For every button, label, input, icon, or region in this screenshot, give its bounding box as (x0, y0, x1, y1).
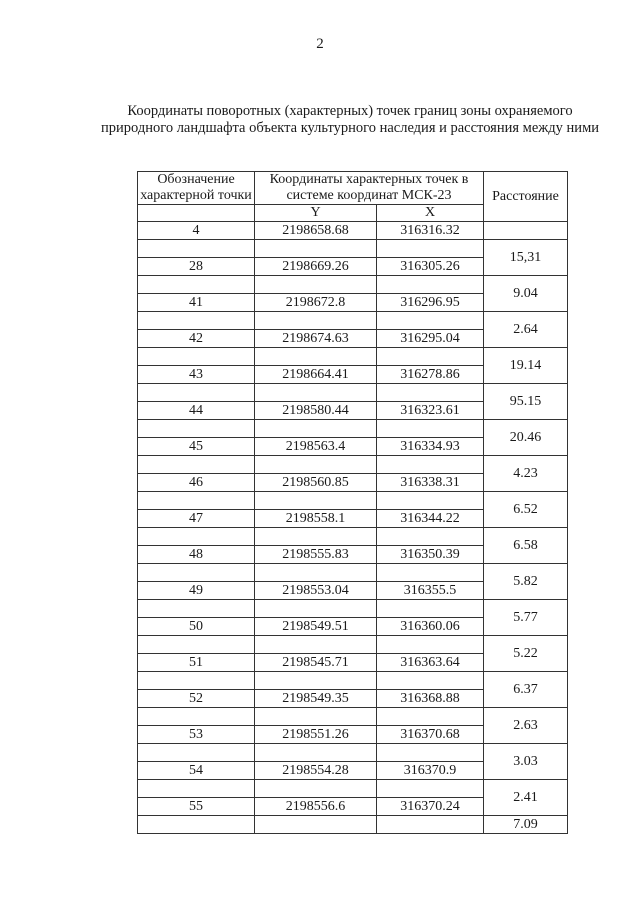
document-title: Координаты поворотных (характерных) точек границ зоны охраняемого природного ландшафта объекта культурного наследия и расстояния между ними (101, 103, 599, 136)
point-id-cell: 46 (138, 474, 255, 492)
y-coordinate-cell: 2198669.26 (255, 258, 377, 276)
point-id-cell: 50 (138, 618, 255, 636)
blank-cell (138, 492, 255, 510)
blank-cell (255, 816, 377, 834)
blank-cell (255, 456, 377, 474)
blank-cell (377, 276, 484, 294)
blank-cell (138, 672, 255, 690)
distance-cell: 20.46 (484, 420, 568, 456)
y-coordinate-cell: 2198664.41 (255, 366, 377, 384)
header-coordinates: Координаты характерных точек в системе координат МСК-23 (255, 172, 484, 205)
table-row (138, 744, 568, 762)
coordinates-table (137, 171, 568, 834)
x-coordinate-cell: 316278.86 (377, 366, 484, 384)
table-body (138, 222, 568, 834)
blank-cell (255, 420, 377, 438)
point-id-cell: 48 (138, 546, 255, 564)
x-coordinate-cell: 316323.61 (377, 402, 484, 420)
table-row (138, 456, 568, 474)
x-coordinate-cell: 316296.95 (377, 294, 484, 312)
x-coordinate-cell: 316350.39 (377, 546, 484, 564)
blank-cell (138, 384, 255, 402)
point-id-cell: 28 (138, 258, 255, 276)
y-coordinate-cell: 2198658.68 (255, 222, 377, 240)
x-coordinate-cell: 316295.04 (377, 330, 484, 348)
header-y: Y (255, 205, 377, 222)
distance-cell: 95.15 (484, 384, 568, 420)
table-row (138, 312, 568, 330)
blank-cell (377, 564, 484, 582)
distance-cell: 19.14 (484, 348, 568, 384)
y-coordinate-cell: 2198554.28 (255, 762, 377, 780)
blank-cell (377, 420, 484, 438)
point-id-cell: 47 (138, 510, 255, 528)
blank-cell (138, 708, 255, 726)
header-point: Обозначение характерной точки (138, 172, 255, 205)
blank-cell (255, 780, 377, 798)
blank-cell (377, 240, 484, 258)
table-row (138, 528, 568, 546)
point-id-cell: 49 (138, 582, 255, 600)
blank-cell (377, 636, 484, 654)
blank-cell (255, 600, 377, 618)
y-coordinate-cell: 2198558.1 (255, 510, 377, 528)
distance-cell-empty (484, 222, 568, 240)
blank-cell (255, 672, 377, 690)
blank-cell (138, 456, 255, 474)
table-row (138, 222, 568, 240)
distance-cell: 3.03 (484, 744, 568, 780)
blank-cell (138, 564, 255, 582)
point-id-cell: 41 (138, 294, 255, 312)
y-coordinate-cell: 2198545.71 (255, 654, 377, 672)
table-row (138, 348, 568, 366)
x-coordinate-cell: 316370.68 (377, 726, 484, 744)
point-id-cell: 42 (138, 330, 255, 348)
blank-cell (377, 312, 484, 330)
header-distance: Расстояние (484, 172, 568, 222)
x-coordinate-cell: 316338.31 (377, 474, 484, 492)
y-coordinate-cell: 2198560.85 (255, 474, 377, 492)
distance-cell: 2.41 (484, 780, 568, 816)
blank-cell (255, 708, 377, 726)
blank-cell (138, 780, 255, 798)
distance-cell: 5.22 (484, 636, 568, 672)
blank-cell (138, 744, 255, 762)
x-coordinate-cell: 316370.9 (377, 762, 484, 780)
y-coordinate-cell: 2198549.35 (255, 690, 377, 708)
blank-cell (138, 240, 255, 258)
distance-cell: 2.63 (484, 708, 568, 744)
blank-cell (377, 744, 484, 762)
distance-cell: 4.23 (484, 456, 568, 492)
x-coordinate-cell: 316370.24 (377, 798, 484, 816)
blank-cell (255, 384, 377, 402)
blank-cell (377, 672, 484, 690)
distance-cell: 5.77 (484, 600, 568, 636)
y-coordinate-cell: 2198563.4 (255, 438, 377, 456)
point-id-cell: 53 (138, 726, 255, 744)
table-row (138, 276, 568, 294)
header-point-bottom (138, 205, 255, 222)
x-coordinate-cell: 316368.88 (377, 690, 484, 708)
point-id-cell: 45 (138, 438, 255, 456)
table-row (138, 384, 568, 402)
x-coordinate-cell: 316360.06 (377, 618, 484, 636)
blank-cell (255, 276, 377, 294)
table-row (138, 780, 568, 798)
blank-cell (377, 600, 484, 618)
y-coordinate-cell: 2198556.6 (255, 798, 377, 816)
distance-cell: 9.04 (484, 276, 568, 312)
blank-cell (255, 240, 377, 258)
distance-cell: 2.64 (484, 312, 568, 348)
blank-cell (255, 636, 377, 654)
table-row (138, 240, 568, 258)
x-coordinate-cell: 316344.22 (377, 510, 484, 528)
table-row (138, 708, 568, 726)
blank-cell (255, 564, 377, 582)
blank-cell (255, 492, 377, 510)
distance-cell: 15,31 (484, 240, 568, 276)
y-coordinate-cell: 2198555.83 (255, 546, 377, 564)
blank-cell (138, 276, 255, 294)
blank-cell (138, 636, 255, 654)
blank-cell (377, 456, 484, 474)
y-coordinate-cell: 2198580.44 (255, 402, 377, 420)
x-coordinate-cell: 316305.26 (377, 258, 484, 276)
table-row (138, 420, 568, 438)
blank-cell (138, 816, 255, 834)
blank-cell (377, 492, 484, 510)
blank-cell (138, 420, 255, 438)
x-coordinate-cell: 316363.64 (377, 654, 484, 672)
table-row (138, 564, 568, 582)
blank-cell (377, 816, 484, 834)
blank-cell (377, 528, 484, 546)
point-id-cell: 51 (138, 654, 255, 672)
table-row (138, 636, 568, 654)
x-coordinate-cell: 316316.32 (377, 222, 484, 240)
x-coordinate-cell: 316355.5 (377, 582, 484, 600)
distance-cell: 5.82 (484, 564, 568, 600)
y-coordinate-cell: 2198553.04 (255, 582, 377, 600)
blank-cell (138, 348, 255, 366)
y-coordinate-cell: 2198674.63 (255, 330, 377, 348)
blank-cell (255, 744, 377, 762)
table-row (138, 816, 568, 834)
blank-cell (377, 384, 484, 402)
y-coordinate-cell: 2198672.8 (255, 294, 377, 312)
distance-cell: 6.37 (484, 672, 568, 708)
table-row (138, 672, 568, 690)
distance-cell: 6.58 (484, 528, 568, 564)
point-id-cell: 44 (138, 402, 255, 420)
point-id-cell: 4 (138, 222, 255, 240)
table-row (138, 600, 568, 618)
blank-cell (377, 348, 484, 366)
blank-cell (377, 780, 484, 798)
point-id-cell: 43 (138, 366, 255, 384)
blank-cell (255, 312, 377, 330)
header-x: X (377, 205, 484, 222)
blank-cell (138, 600, 255, 618)
distance-cell: 6.52 (484, 492, 568, 528)
y-coordinate-cell: 2198551.26 (255, 726, 377, 744)
blank-cell (255, 348, 377, 366)
blank-cell (377, 708, 484, 726)
point-id-cell: 55 (138, 798, 255, 816)
point-id-cell: 52 (138, 690, 255, 708)
distance-cell: 7.09 (484, 816, 568, 834)
blank-cell (138, 312, 255, 330)
table-row (138, 492, 568, 510)
point-id-cell: 54 (138, 762, 255, 780)
blank-cell (255, 528, 377, 546)
page-number: 2 (316, 36, 324, 52)
blank-cell (138, 528, 255, 546)
x-coordinate-cell: 316334.93 (377, 438, 484, 456)
y-coordinate-cell: 2198549.51 (255, 618, 377, 636)
